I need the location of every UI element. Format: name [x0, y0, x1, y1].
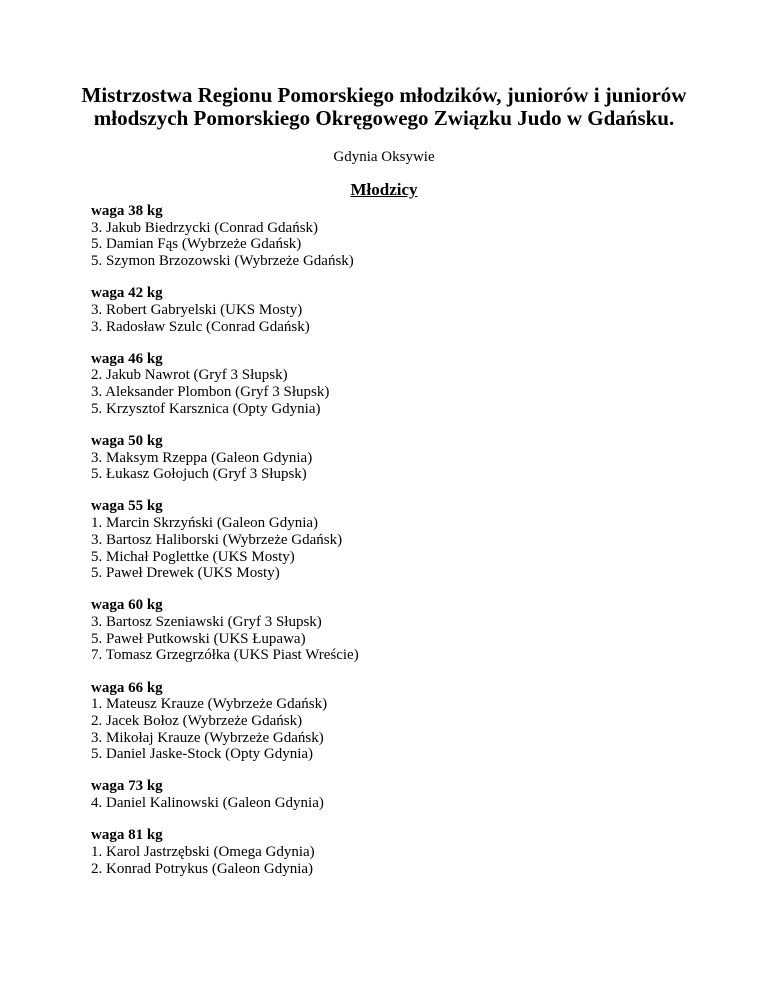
- result-entry: 7. Tomasz Grzegrzółka (UKS Piast Wreście): [91, 647, 359, 664]
- results-list: [91, 203, 691, 893]
- weight-group: [91, 203, 691, 270]
- result-entry: 4. Daniel Kalinowski (Galeon Gdynia): [91, 795, 324, 812]
- weight-class-title: waga 73 kg: [91, 778, 163, 795]
- result-entry: 3. Aleksander Plombon (Gryf 3 Słupsk): [91, 384, 330, 401]
- weight-class-title: waga 81 kg: [91, 827, 163, 844]
- weight-group: [91, 597, 691, 664]
- weight-class-title: waga 60 kg: [91, 597, 163, 614]
- result-entry: 5. Michał Poglettke (UKS Mosty): [91, 548, 295, 565]
- result-entry: 1. Marcin Skrzyński (Galeon Gdynia): [91, 515, 319, 532]
- result-entry: 5. Szymon Brzozowski (Wybrzeże Gdańsk): [91, 253, 354, 270]
- event-location: Gdynia Oksywie: [333, 149, 435, 165]
- weight-group: [91, 778, 691, 811]
- result-entry: 5. Paweł Putkowski (UKS Łupawa): [91, 630, 306, 647]
- weight-group: [91, 680, 691, 764]
- result-entry: 2. Jakub Nawrot (Gryf 3 Słupsk): [91, 367, 288, 384]
- weight-class-title: waga 42 kg: [91, 285, 163, 302]
- weight-class-title: waga 66 kg: [91, 679, 163, 696]
- result-entry: 3. Jakub Biedrzycki (Conrad Gdańsk): [91, 219, 319, 236]
- weight-group: [91, 433, 691, 483]
- result-entry: 5. Paweł Drewek (UKS Mosty): [91, 565, 280, 582]
- result-entry: 3. Robert Gabryelski (UKS Mosty): [91, 301, 303, 318]
- document-title: Mistrzostwa Regionu Pomorskiego młodzików, juniorów i juniorów młodszych Pomorskiego Okręgowego Związku Judo w Gdańsku.: [81, 83, 687, 130]
- result-entry: 3. Maksym Rzeppa (Galeon Gdynia): [91, 449, 313, 466]
- result-entry: 3. Mikołaj Krauze (Wybrzeże Gdańsk): [91, 729, 324, 746]
- result-entry: 3. Radosław Szulc (Conrad Gdańsk): [91, 318, 310, 335]
- weight-class-title: waga 50 kg: [91, 432, 163, 449]
- result-entry: 2. Konrad Potrykus (Galeon Gdynia): [91, 860, 314, 877]
- weight-group: [91, 498, 691, 582]
- result-entry: 1. Karol Jastrzębski (Omega Gdynia): [91, 843, 315, 860]
- result-entry: 5. Krzysztof Karsznica (Opty Gdynia): [91, 400, 321, 417]
- result-entry: 3. Bartosz Szeniawski (Gryf 3 Słupsk): [91, 614, 322, 631]
- weight-class-title: waga 46 kg: [91, 350, 163, 367]
- result-entry: 2. Jacek Bołoz (Wybrzeże Gdańsk): [91, 712, 303, 729]
- weight-class-title: waga 55 kg: [91, 498, 163, 515]
- result-entry: 3. Bartosz Haliborski (Wybrzeże Gdańsk): [91, 531, 343, 548]
- result-entry: 5. Daniel Jaske-Stock (Opty Gdynia): [91, 746, 314, 763]
- result-entry: 5. Damian Fąs (Wybrzeże Gdańsk): [91, 236, 302, 253]
- weight-group: [91, 285, 691, 335]
- weight-group: [91, 351, 691, 418]
- weight-group: [91, 827, 691, 877]
- result-entry: 1. Mateusz Krauze (Wybrzeże Gdańsk): [91, 696, 328, 713]
- weight-class-title: waga 38 kg: [91, 203, 163, 219]
- section-heading: Młodzicy: [350, 180, 418, 199]
- result-entry: 5. Łukasz Gołojuch (Gryf 3 Słupsk): [91, 466, 307, 483]
